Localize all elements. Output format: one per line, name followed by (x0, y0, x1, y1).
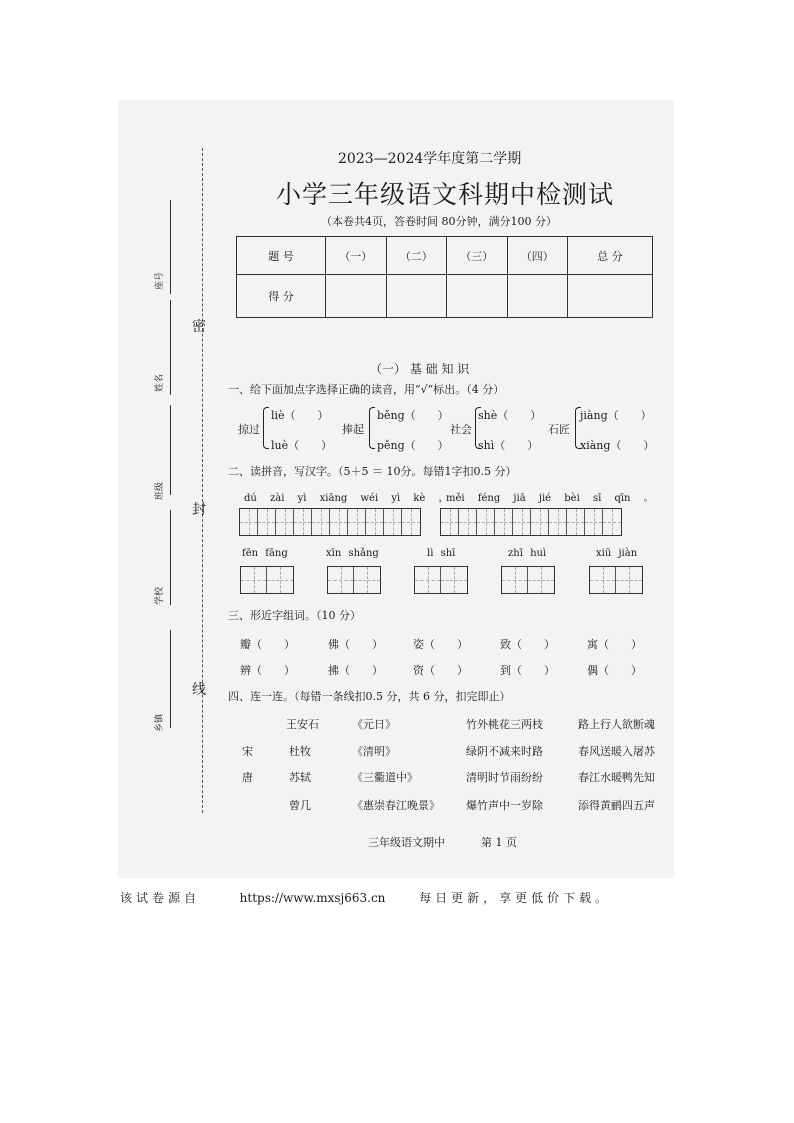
score-header-cell: 题 号 (237, 237, 326, 275)
score-header-cell: （四） (507, 237, 568, 275)
score-input-cell[interactable] (507, 275, 568, 318)
q2-writing-grid[interactable] (239, 508, 421, 536)
q4-line-b[interactable]: 添得黄鹂四五声 (578, 799, 655, 812)
q4-poem[interactable]: 《元日》 (352, 718, 396, 731)
q2-prompt: 二、读拼音，写汉字。（5＋5 ＝ 10分。每错1字扣0.5 分） (228, 465, 517, 478)
q1-brace (263, 407, 269, 449)
source-url-link[interactable]: https://www.mxsj663.cn (239, 891, 386, 905)
seal-mark-mi: 密 (192, 319, 206, 335)
q1-option[interactable]: xiàng（ ） (580, 439, 655, 452)
q2-pinyin-line: měi féng jiā jié bèi sī qīn 。 (446, 493, 654, 504)
q4-line-b[interactable]: 春江水暖鸭先知 (578, 771, 655, 784)
q1-word: 掠过 (238, 423, 260, 436)
q1-option[interactable]: liè（ ） (271, 409, 329, 422)
term-heading: 2023—2024学年度第二学期 (338, 151, 522, 167)
q4-line-a[interactable]: 绿阴不减来时路 (466, 745, 543, 758)
q4-poet[interactable]: 苏轼 (289, 771, 311, 784)
q1-option[interactable]: shì（ ） (478, 439, 539, 452)
score-row-label: 得 分 (237, 275, 326, 318)
source-note-left: 该试卷源自 (120, 891, 201, 905)
score-input-cell[interactable] (447, 275, 508, 318)
q3-item[interactable]: 拂（ ） (328, 664, 383, 677)
section-title: （一） 基 础 知 识 (370, 362, 470, 376)
exam-info: （本卷共4页，答卷时间 80分钟，满分100 分） (321, 215, 557, 228)
q4-line-b[interactable]: 路上行人欲断魂 (578, 718, 655, 731)
exam-title: 小学三年级语文科期中检测试 (276, 180, 615, 209)
fold-line (202, 148, 203, 813)
q3-item[interactable]: 瓣（ ） (240, 638, 295, 651)
q2-word-pinyin: xīn shǎng (326, 548, 379, 559)
score-header-cell: （二） (386, 237, 447, 275)
q1-option[interactable]: běng（ ） (377, 409, 449, 422)
q1-prompt: 一、给下面加点字选择正确的读音，用“√”标出。（4 分） (228, 383, 505, 396)
q4-dynasty[interactable]: 宋 (242, 745, 253, 758)
q4-prompt: 四、连一连。（每错一条线扣0.5 分，共 6 分，扣完即止） (228, 690, 511, 703)
q4-poem[interactable]: 《三衢道中》 (352, 771, 418, 784)
school-label: 学校 (155, 586, 165, 605)
q4-line-a[interactable]: 清明时节雨纷纷 (466, 771, 543, 784)
town-label: 乡镇 (155, 713, 165, 732)
name-underline (170, 300, 171, 395)
q2-word-grid[interactable] (589, 566, 643, 594)
q4-line-a[interactable]: 爆竹声中一岁除 (466, 799, 543, 812)
q2-word-grid[interactable] (327, 566, 381, 594)
q2-pinyin-line: dú zài yì xiāng wéi yì kè ， (244, 493, 449, 504)
town-underline (170, 630, 171, 728)
q3-item[interactable]: 到（ ） (500, 664, 555, 677)
score-header-cell: （三） (447, 237, 508, 275)
q4-line-a[interactable]: 竹外桃花三两枝 (466, 718, 543, 731)
q2-word-pinyin: xiū jiàn (596, 548, 638, 559)
q4-poet[interactable]: 杜牧 (289, 745, 311, 758)
q4-dynasty[interactable]: 唐 (242, 771, 253, 784)
q2-word-grid[interactable] (414, 566, 468, 594)
q2-word-pinyin: lì shī (427, 548, 456, 559)
score-input-cell[interactable] (326, 275, 387, 318)
seal-mark-xian: 线 (192, 682, 206, 698)
seat-label: 座号 (155, 271, 165, 290)
class-underline (170, 405, 171, 495)
page-footer-number: 第 1 页 (481, 836, 517, 849)
q1-option[interactable]: luè（ ） (271, 439, 333, 452)
q1-word: 石匠 (548, 423, 570, 436)
seat-underline (170, 200, 171, 294)
q2-word-grid[interactable] (501, 566, 555, 594)
q4-poem[interactable]: 《清明》 (352, 745, 396, 758)
q1-word: 社会 (450, 423, 472, 436)
score-header-cell: （一） (326, 237, 387, 275)
q2-writing-grid[interactable] (440, 508, 622, 536)
q4-poet[interactable]: 王安石 (286, 718, 319, 731)
seal-mark-feng: 封 (192, 502, 206, 518)
q3-item[interactable]: 辨（ ） (240, 664, 295, 677)
page-footer-subject: 三年级语文期中 (368, 836, 445, 849)
q3-prompt: 三、形近字组词。（10 分） (228, 609, 361, 622)
q3-item[interactable]: 寓（ ） (587, 638, 642, 651)
q1-option[interactable]: pěng（ ） (377, 439, 449, 452)
name-label: 姓名 (155, 373, 165, 392)
q3-item[interactable]: 致（ ） (500, 638, 555, 651)
source-note (120, 889, 611, 906)
q3-item[interactable]: 姿（ ） (413, 638, 468, 651)
score-input-cell[interactable] (386, 275, 447, 318)
q4-poem[interactable]: 《惠崇春江晚景》 (352, 799, 440, 812)
school-underline (170, 510, 171, 605)
source-note-right: 每日更新，享更低价下载。 (419, 891, 612, 905)
class-label: 班级 (155, 481, 165, 500)
q1-word: 捧起 (342, 423, 364, 436)
q3-item[interactable]: 资（ ） (413, 664, 468, 677)
q4-poet[interactable]: 曾几 (289, 799, 311, 812)
q1-option[interactable]: shè（ ） (478, 409, 542, 422)
q2-word-grid[interactable] (240, 566, 294, 594)
q3-item[interactable]: 偶（ ） (587, 664, 642, 677)
score-header-cell: 总 分 (568, 237, 653, 275)
q1-option[interactable]: jiàng（ ） (580, 409, 652, 422)
q4-line-b[interactable]: 春风送暖入屠苏 (578, 745, 655, 758)
score-input-cell[interactable] (568, 275, 653, 318)
score-table (236, 236, 653, 318)
q3-item[interactable]: 佛（ ） (328, 638, 383, 651)
q1-brace (369, 407, 375, 449)
q2-word-pinyin: zhī huì (508, 548, 547, 559)
q2-word-pinyin: fēn fāng (242, 548, 288, 559)
